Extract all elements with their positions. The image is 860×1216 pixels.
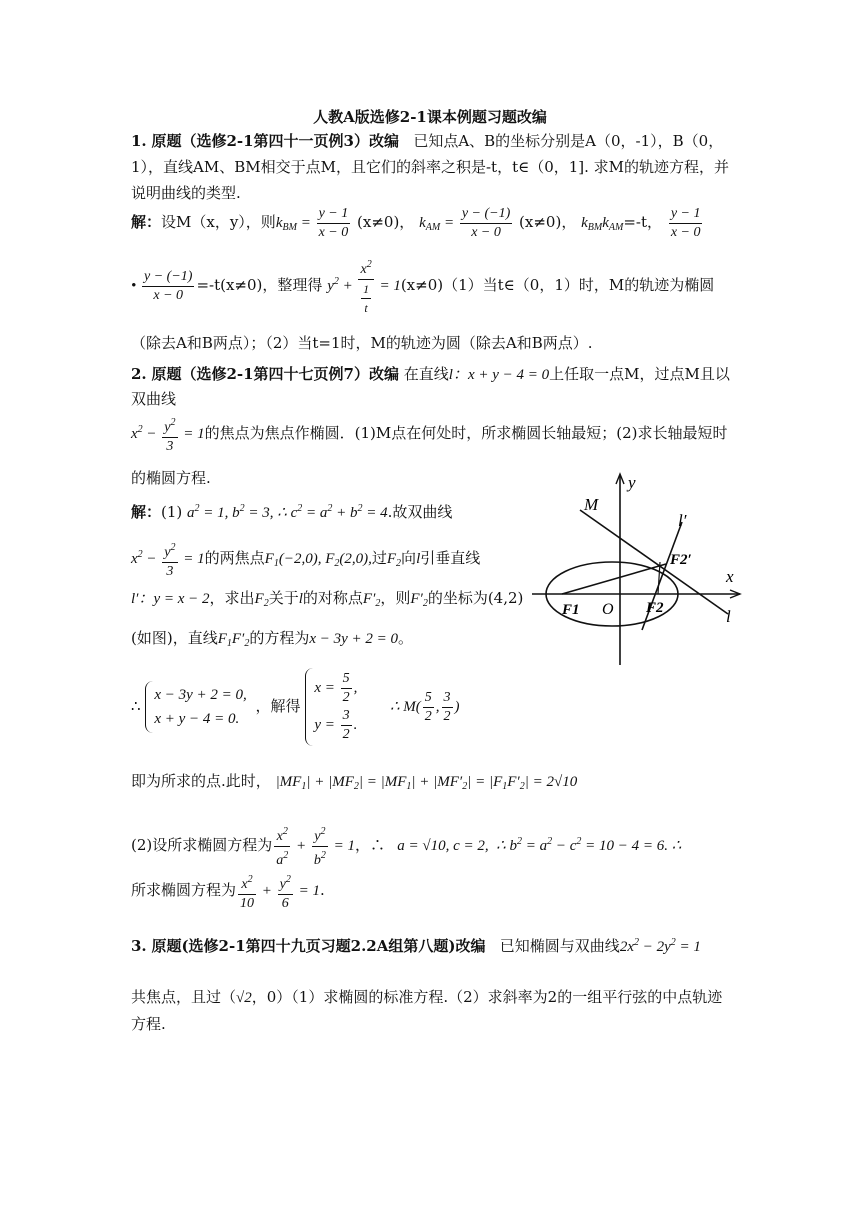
formula-foci: $F_1(-2,0)$, $F_2(2,0)$, bbox=[264, 551, 372, 569]
problem-2-system: ∴ x − 3y + 2 = 0, x + y − 4 = 0. ，解得 x = $\frac{5}{2}$ , y = $\frac{3}{2}$ . ∴ M( $\frac{5}{2}$ , $\frac{3}{2}$ ) bbox=[131, 668, 731, 746]
solution-text: 关于 bbox=[268, 589, 299, 607]
formula-f2: $F_2$ bbox=[386, 551, 402, 569]
solution-text: 的对称点 bbox=[302, 589, 363, 607]
problem-1-number: 1. bbox=[131, 132, 147, 150]
formula-f2prime-b: $F'_2$ bbox=[410, 591, 428, 609]
solution-text: . bbox=[319, 881, 325, 899]
formula-line-eq: x − 3y + 2 = 0 bbox=[309, 631, 399, 647]
problem-2-final bbox=[131, 866, 731, 915]
solution-text: ，则 bbox=[380, 589, 411, 607]
problem-1-solution-line1 bbox=[131, 198, 731, 252]
solution-text: 过 bbox=[371, 549, 387, 567]
solution-text: (2)设所求椭圆方程为 bbox=[131, 836, 273, 854]
formula-l-b: l bbox=[298, 591, 303, 607]
label-l-prime: l′ bbox=[678, 511, 687, 530]
solution-text: (x≠0)， bbox=[357, 213, 415, 231]
problem-1-solution-line2 bbox=[131, 256, 731, 369]
formula-line-l: l：x + y − 4 = 0 bbox=[448, 367, 550, 383]
problem-1 bbox=[131, 128, 731, 206]
formula-ac: a = √10, c = 2, ∴ $b^2 = a^2 - c^2 = 10 - 4 = 6$. ∴ bbox=[389, 836, 682, 854]
problem-2-solution-cont bbox=[131, 538, 531, 661]
solution-text: =-t， bbox=[623, 213, 663, 231]
formula-hyperbola-3: $2x^2 - 2y^2 = 1$ bbox=[619, 937, 701, 955]
ellipse-figure bbox=[532, 470, 742, 670]
label-f2: F2 bbox=[646, 600, 664, 616]
problem-2-heading: 原题（选修2-1第四十七页例7）改编 bbox=[151, 365, 399, 383]
problem-3-heading: 原题(选修2-1第四十九页习题2.2A组第八题)改编 bbox=[151, 937, 486, 955]
problem-2-number: 2. bbox=[131, 365, 147, 383]
problem-2-solution bbox=[131, 496, 531, 526]
formula-frac: $\frac{y - 1}{x - 0}$ bbox=[670, 206, 701, 241]
label-m: M bbox=[584, 495, 599, 514]
problem-3 bbox=[131, 930, 731, 960]
solution-text: ，求出 bbox=[209, 589, 255, 607]
solution-text: 向 bbox=[401, 549, 417, 567]
formula-f2prime: $F'_2$ bbox=[362, 591, 381, 609]
formula-l: l bbox=[416, 551, 421, 567]
formula-solution-xy: x = $\frac{5}{2}$ , y = $\frac{3}{2}$ . bbox=[305, 668, 361, 746]
formula-lprime: l′：y = x − 2 bbox=[131, 591, 210, 607]
solution-text: 引垂直线 bbox=[420, 549, 481, 567]
formula-abc: $a^2 = 1$, $b^2 = 3$, ∴ $c^2 = a^2 + b^2 = 4$ bbox=[187, 503, 388, 521]
problem-2 bbox=[131, 362, 731, 411]
solution-text: ，解得 bbox=[255, 697, 301, 715]
formula-distance-sum: $|MF_1| + |MF_2| = |MF_1| + |MF'_2| = |F_1F'_2| = 2√10$ bbox=[275, 774, 578, 792]
formula-system: x − 3y + 2 = 0, x + y − 4 = 0. bbox=[145, 681, 250, 733]
page-title: 人教A版选修2-1课本例题习题改编 bbox=[313, 108, 547, 126]
solution-text: (x≠0)， bbox=[519, 213, 577, 231]
problem-text: 在直线 bbox=[403, 365, 449, 383]
problem-text: ，0）（1）求椭圆的标准方程.（2）求斜率为2的一组平行弦的中点轨迹方程. bbox=[131, 988, 723, 1033]
problem-1-heading: 原题（选修2-1第四十一页例3）改编 bbox=[151, 132, 399, 150]
formula-sqrt2: √2 bbox=[236, 990, 252, 1006]
segment-f1-f2prime bbox=[562, 564, 666, 594]
solution-text: (1) bbox=[161, 503, 183, 521]
formula-m-point: ∴ M( $\frac{5}{2}$ , $\frac{3}{2}$ ) bbox=[389, 690, 460, 725]
problem-text: 的焦点为焦点作椭圆．(1)M点在何处时，所求椭圆长轴最短；(2)求长轴最短时的椭圆方程. bbox=[131, 424, 728, 487]
label-y: y bbox=[628, 473, 636, 492]
solution-text: 即为所求的点.此时， bbox=[131, 772, 271, 790]
solution-text: 。 bbox=[398, 629, 414, 647]
label-o: O bbox=[602, 601, 614, 618]
solution-text: 设M（x，y），则 bbox=[161, 213, 276, 231]
formula-f2-b: $F_2$ bbox=[254, 591, 269, 609]
formula-product: $k_{BM}k_{AM}$ bbox=[581, 215, 624, 233]
formula-dot-frac: • $\frac{y - (-1)}{x - 0}$ bbox=[131, 269, 193, 304]
problem-2-sum bbox=[131, 768, 731, 800]
solution-text: 的坐标为(4,2)(如图)，直线 bbox=[131, 589, 524, 647]
solution-text: ，∴ bbox=[355, 836, 386, 854]
formula-ellipse-general: $\frac{x^2}{a^2}$ + $\frac{y^2}{b^2}$ = 1 bbox=[272, 838, 355, 854]
solution-text: 所求椭圆方程为 bbox=[131, 881, 237, 899]
formula-kbm: $k_{BM}$ = $\frac{y - 1}{x - 0}$ bbox=[275, 206, 349, 241]
problem-1-statement: 已知点A、B的坐标分别是A（0，-1），B（0，1），直线AM、BM相交于点M，且它们的斜率之积是-t，t∈（0，1]. 求M的轨迹方程，并说明曲线的类型. bbox=[131, 132, 730, 202]
problem-text: 共焦点，且过（ bbox=[131, 988, 237, 1006]
solution-label: 解： bbox=[131, 213, 162, 231]
formula-hyperbola-2: $x^2$ − $\frac{y^2}{3}$ = 1 bbox=[131, 551, 205, 567]
solution-text: .故双曲线 bbox=[387, 503, 453, 521]
formula-kam: $k_{AM}$ = $\frac{y - (-1)}{x - 0}$ bbox=[419, 206, 511, 241]
formula-ellipse: $y^2$ + $\frac{x^2}{\frac{1}{t}}$ = 1 bbox=[327, 278, 401, 294]
solution-label: 解： bbox=[131, 503, 162, 521]
formula-hyperbola: $x^2$ − $\frac{y^2}{3}$ = 1 bbox=[131, 426, 205, 442]
formula-f1f2prime: $F_1F'_2$ bbox=[217, 631, 250, 649]
label-l: l bbox=[726, 607, 731, 626]
problem-text: 上任取一点M，过点M且以双曲线 bbox=[131, 365, 730, 408]
problem-2-part2 bbox=[131, 818, 731, 870]
solution-text: 的方程为 bbox=[249, 629, 310, 647]
solution-text: =-t(x≠0)，整理得 bbox=[196, 276, 323, 294]
problem-3-cont bbox=[131, 984, 731, 1037]
label-f2-prime: F2′ bbox=[670, 552, 692, 568]
problem-3-number: 3. bbox=[131, 937, 147, 955]
formula-ellipse-final: $\frac{x^2}{10}$ + $\frac{y^2}{6}$ = 1 bbox=[236, 883, 320, 899]
label-x: x bbox=[726, 567, 734, 586]
solution-text: (x≠0)（1）当t∈（0，1）时，M的轨迹为椭圆（除去A和B两点）；（2）当t=1时，M的轨迹为圆（除去A和B两点）. bbox=[131, 276, 715, 353]
problem-text: 已知椭圆与双曲线 bbox=[499, 937, 620, 955]
solution-text: 的两焦点 bbox=[204, 549, 265, 567]
label-f1: F1 bbox=[562, 602, 580, 618]
